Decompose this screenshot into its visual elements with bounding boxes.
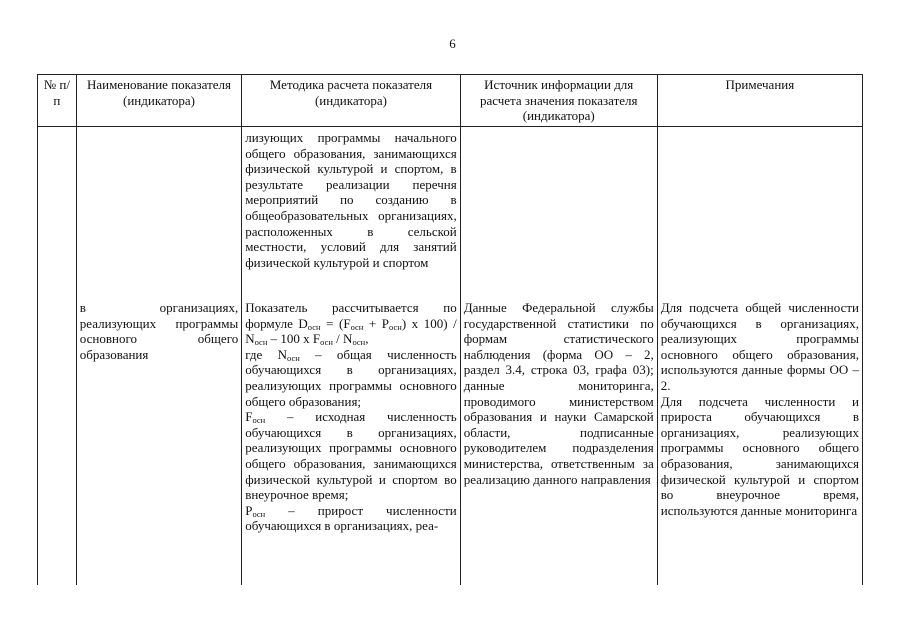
cell-num (38, 300, 77, 585)
indicator-table (37, 74, 863, 585)
cell-source (460, 127, 657, 301)
table-row-main (38, 300, 863, 585)
definition-n: где $N_{осн}$ – общая численность обучающихся в организациях, реализующих программы основного общего образования; (245, 346, 457, 409)
note-paragraph-2: Для подсчета численности и прироста обучающихся в организациях, реализующих программы основного общего образования, занимающихся физической культурой и спортом во внеурочное время, используются данные мониторинга (660, 393, 859, 518)
table-row-continuation (38, 127, 863, 301)
table-header-row (38, 75, 863, 127)
header-num: № п/п (38, 75, 77, 127)
definition-p: $P_{осн}$ – прирост численности обучающихся в организациях, реа- (245, 502, 457, 534)
cell-name (76, 127, 241, 301)
cell-notes (657, 127, 862, 301)
definition-f: $F_{осн}$ – исходная численность обучающихся в организациях, реализующих программы основного общего образования, занимающихся физической культурой и спортом во внеурочное время; (245, 409, 457, 503)
formula-intro: Показатель рассчитывается по формуле (245, 300, 457, 331)
header-notes: Примечания (657, 75, 862, 127)
page-number: 6 (449, 36, 456, 51)
header-method: Методика расчета показателя (индикатора) (242, 75, 461, 127)
header-source: Источник информации для расчета значения показателя (индикатора) (460, 75, 657, 127)
formula: $D_{осн} = (F_{осн} + P_{осн})$ x $100) / N_{осн} - 100$ x $F_{осн} / N_{осн}$, (245, 315, 457, 348)
cell-method-main (242, 300, 461, 585)
cell-name-main: в организациях, реализующих программы основного общего образования (76, 300, 241, 585)
cell-method-continuation: лизующих программы начального общего образования, занимающихся физической культурой и спортом, в результате реализации перечня мероприятий по созданию в общеобразовательных организациях, расположенных в сельской местности, условий для занятий физической культурой и спортом (242, 127, 461, 301)
note-paragraph-1: Для подсчета общей численности обучающихся в организациях, реализующих программы основного общего образования, используются данные формы ОО – 2. (660, 300, 859, 393)
cell-num (38, 127, 77, 301)
formula-paragraph (245, 300, 457, 347)
header-name: Наименование показателя (индикатора) (76, 75, 241, 127)
cell-source-main: Данные Федеральной службы государственной статистики по формам статистического наблюдения (форма ОО – 2, раздел 3.4, строка 03, графа 03); данные мониторинга, проводимого министерством образования и науки Самарской области, подписанные руководителем подразделения министерства, ответственным за реализацию данного направления (460, 300, 657, 585)
cell-notes-main (657, 300, 862, 585)
